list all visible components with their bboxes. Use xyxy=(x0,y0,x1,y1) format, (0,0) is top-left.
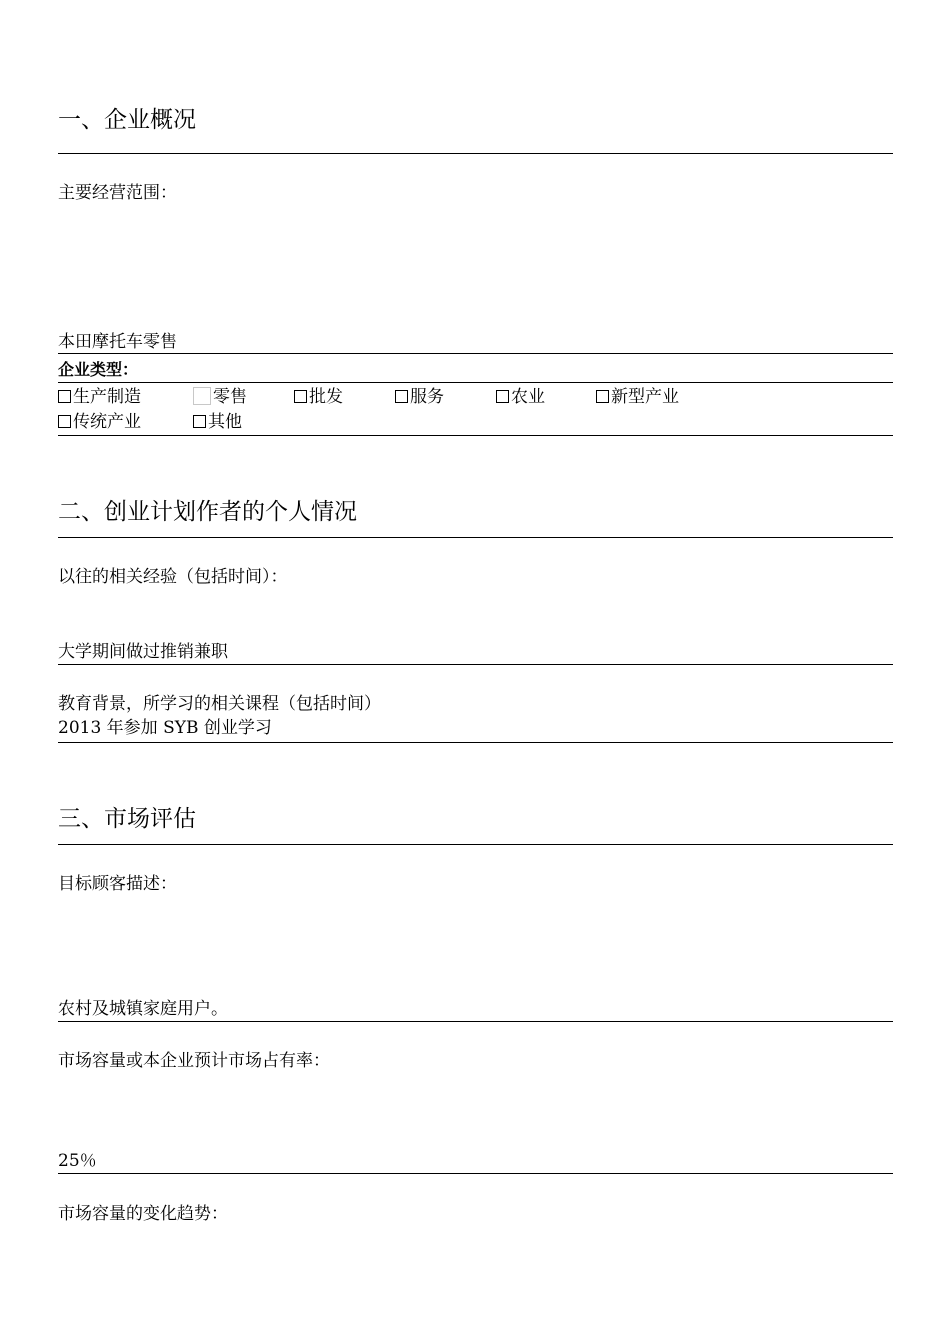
checkbox-icon xyxy=(58,390,71,403)
experience-value: 大学期间做过推销兼职 xyxy=(58,642,228,662)
section3-heading: 三、市场评估 xyxy=(58,806,196,832)
option-retail[interactable]: 零售 xyxy=(193,386,247,408)
option-agriculture[interactable]: 农业 xyxy=(496,386,545,408)
option-new-industry[interactable]: 新型产业 xyxy=(596,386,679,408)
education-line xyxy=(58,742,893,743)
business-scope-label: 主要经营范围： xyxy=(58,183,177,203)
section3-divider xyxy=(58,844,893,845)
experience-label: 以往的相关经验（包括时间）： xyxy=(58,567,288,587)
checkbox-icon xyxy=(58,415,71,428)
checkbox-icon xyxy=(193,415,206,428)
experience-line xyxy=(58,664,893,665)
section2-divider xyxy=(58,537,893,538)
option-service[interactable]: 服务 xyxy=(395,386,444,408)
section1-divider xyxy=(58,153,893,154)
business-type-options-line xyxy=(58,435,893,436)
option-wholesale[interactable]: 批发 xyxy=(294,386,343,408)
checkbox-icon xyxy=(395,390,408,403)
business-scope-line xyxy=(58,353,893,354)
education-label: 教育背景，所学习的相关课程（包括时间） xyxy=(58,694,381,714)
section1-heading: 一、企业概况 xyxy=(58,107,196,133)
market-trend-label: 市场容量的变化趋势： xyxy=(58,1204,228,1224)
market-share-value: 25％ xyxy=(58,1151,97,1171)
market-share-line xyxy=(58,1173,893,1174)
target-customer-value: 农村及城镇家庭用户。 xyxy=(58,999,228,1019)
section2-heading: 二、创业计划作者的个人情况 xyxy=(58,499,357,525)
target-customer-line xyxy=(58,1021,893,1022)
business-scope-value: 本田摩托车零售 xyxy=(58,332,177,352)
business-type-line xyxy=(58,382,893,383)
business-type-label: 企业类型： xyxy=(58,360,139,379)
education-value: 2013 年参加 SYB 创业学习 xyxy=(58,718,272,738)
checkbox-icon xyxy=(496,390,509,403)
market-share-label: 市场容量或本企业预计市场占有率： xyxy=(58,1051,330,1071)
checkbox-icon xyxy=(596,390,609,403)
checkbox-icon xyxy=(294,390,307,403)
option-traditional-industry[interactable]: 传统产业 xyxy=(58,411,141,433)
checkbox-icon xyxy=(193,387,211,405)
option-manufacturing[interactable]: 生产制造 xyxy=(58,386,141,408)
option-other[interactable]: 其他 xyxy=(193,411,242,433)
target-customer-label: 目标顾客描述： xyxy=(58,874,177,894)
